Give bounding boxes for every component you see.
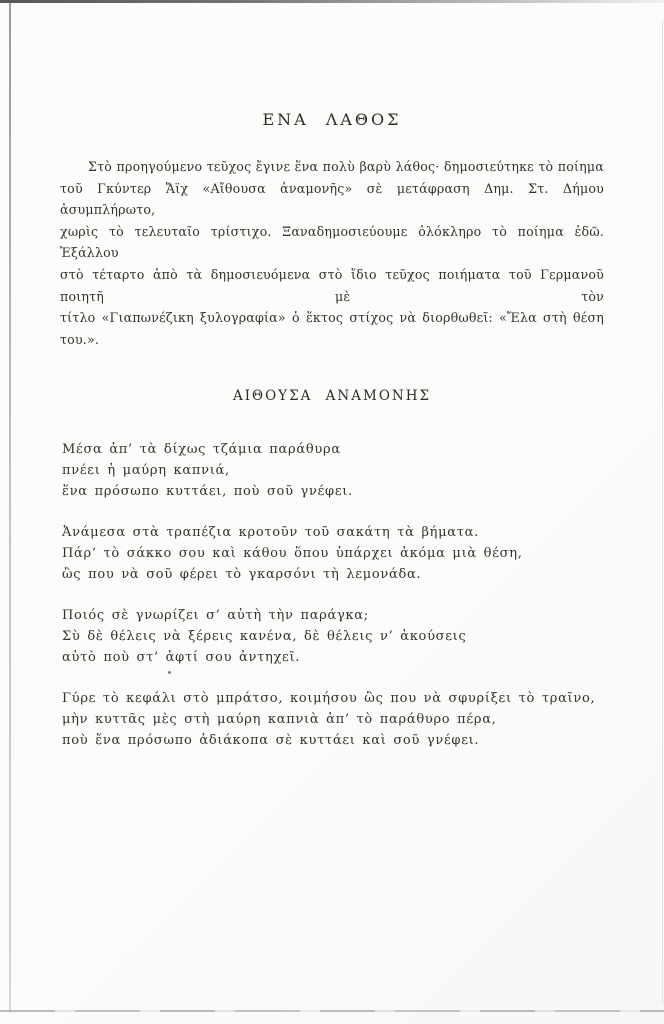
paragraph-line: χωρὶς τὸ τελευταῖο τρίστιχο. Ξαναδημοσιεύουμε ὁλόκληρο τὸ ποίημα ἐδῶ. Ἐξάλλου [60,223,604,261]
poem-line: μὴν κυττᾶς μὲς στὴ μαύρη καπνιὰ ἀπ’ τὸ παράθυρο πέρα, [62,712,497,728]
poem-stanza [62,439,664,502]
ink-speck [168,671,171,674]
poem-line: ὣς που νὰ σοῦ φέρει τὸ γκαρσόνι τὴ λεμονάδα. [62,567,422,583]
poem-line: αὐτὸ ποὺ στ’ ἀφτί σου ἀντηχεῖ. [62,650,301,666]
paragraph-line: τίτλο «Γιαπωνέζικη ξυλογραφία» ὁ ἕκτος στίχος νὰ διορθωθεῖ: «Ἔλα στὴ θέση του.». [60,310,604,347]
article-title: ΕΝΑ ΛΑΘΟΣ [262,110,402,129]
poem-stanza [62,688,664,751]
poem-stanza [62,522,664,585]
poem-line: Γύρε τὸ κεφάλι στὸ μπράτσο, κοιμήσου ὣς που νὰ σφυρίξει τὸ τραῖνο, [62,691,596,707]
poem-stanza [62,605,664,668]
poem-line: Πάρ’ τὸ σάκκο σου καὶ κάθου ὅπου ὑπάρχει ἀκόμα μιὰ θέση, [62,546,523,562]
poem-title: ΑΙΘΟΥΣΑ ΑΝΑΜΟΝΗΣ [232,388,432,405]
poem-line: Μέσα ἀπ’ τὰ δίχως τζάμια παράθυρα [62,442,341,458]
paragraph-line: Στὸ προηγούμενο τεῦχος ἔγινε ἕνα πολὺ βαρὺ λάθος· δημοσιεύτηκε τὸ ποίημα [88,159,604,174]
poem-line: Ἀνάμεσα στὰ τραπέζια κροτοῦν τοῦ σακάτη τὰ βήματα. [62,525,479,541]
article-paragraph [60,156,604,350]
poem-body [62,439,664,751]
paragraph-line: στὸ τέταρτο ἀπὸ τὰ δημοσιευόμενα στὸ ἴδιο τεῦχος ποιήματα τοῦ Γερμανοῦ ποιητῆ μὲ τὸν [60,266,604,304]
poem-line: Σὺ δὲ θέλεις νὰ ξέρεις κανένα, δὲ θέλεις ν’ ἀκούσεις [62,629,467,645]
paragraph-line: τοῦ Γκύντερ Ἄϊχ «Αἴθουσα ἀναμονῆς» σὲ μετάφραση Δημ. Στ. Δήμου ἀσυμπλήρωτο, [60,180,604,218]
poem-line: Ποιός σὲ γνωρίζει σ’ αὐτὴ τὴν παράγκα; [62,608,369,624]
scan-edge-bottom [0,1010,664,1012]
poem-line: πνέει ἡ μαύρη καπνιά, [62,463,230,479]
poem-line: ποὺ ἕνα πρόσωπο ἀδιάκοπα σὲ κυττάει καὶ σοῦ γνέφει. [62,733,480,749]
poem-line: ἕνα πρόσωπο κυττάει, ποὺ σοῦ γνέφει. [62,484,353,500]
